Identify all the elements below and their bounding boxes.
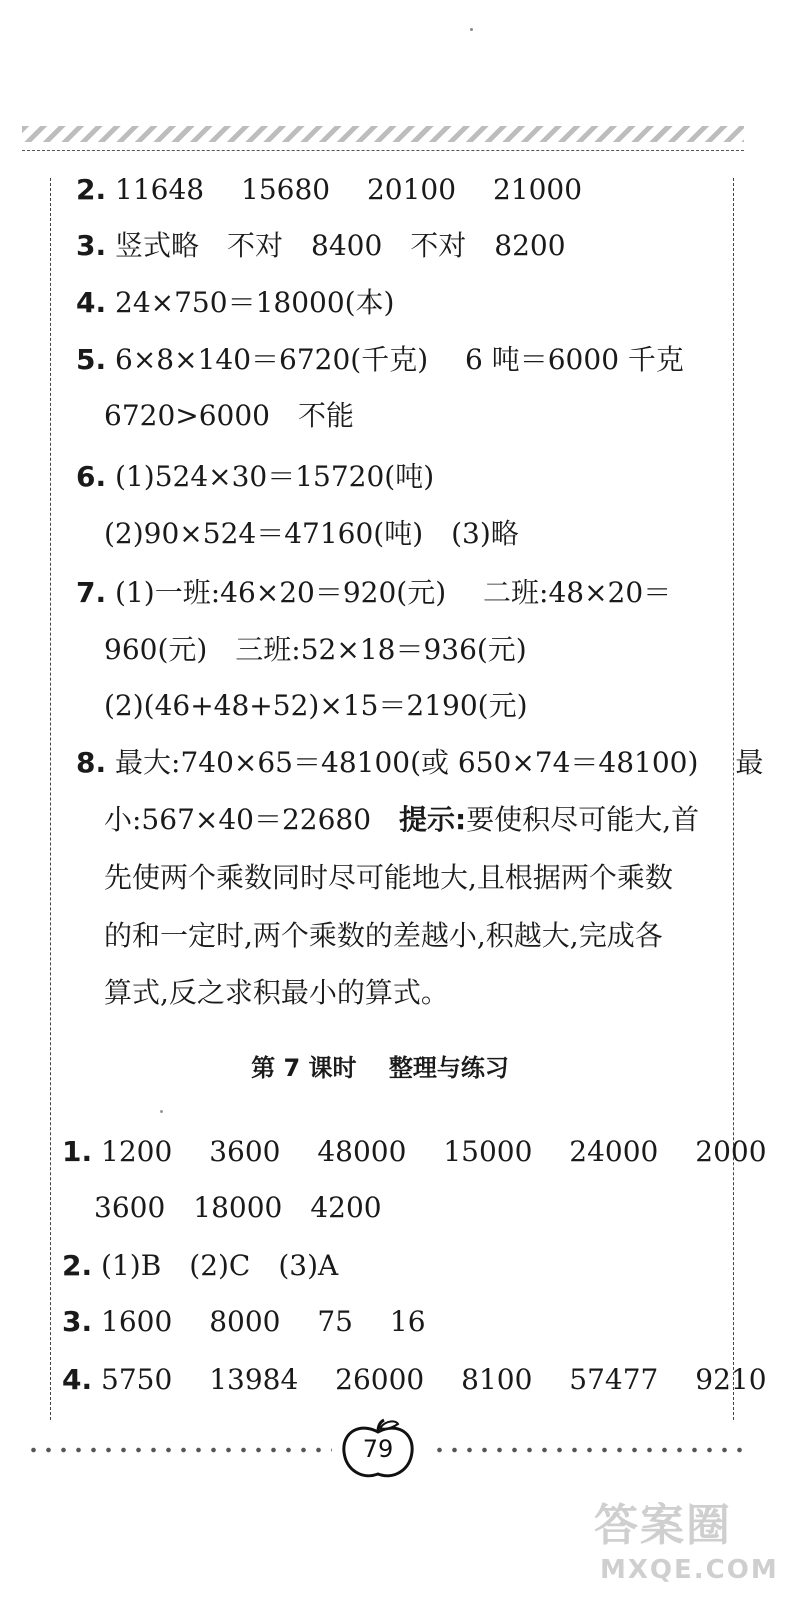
answer-text: 5750 13984 26000 8100 57477 9210 <box>101 1363 767 1396</box>
answer-text: 11648 15680 20100 21000 <box>115 173 583 206</box>
right-dashed-border <box>733 178 734 1420</box>
practice-answer-3 <box>62 1304 426 1340</box>
section-heading: 第 7 课时 整理与练习 <box>251 1054 509 1082</box>
hint-text: 算式,反之求积最小的算式。 <box>104 976 449 1009</box>
answer-text: 1600 8000 75 16 <box>101 1305 426 1338</box>
answer-text: 3600 18000 4200 <box>94 1191 382 1224</box>
item-number: 8. <box>76 746 107 779</box>
hint-text: 先使两个乘数同时尽可能地大,且根据两个乘数 <box>104 861 673 894</box>
answer-8 <box>76 745 763 781</box>
print-speck <box>160 1110 163 1113</box>
item-number: 4. <box>62 1363 93 1396</box>
answer-text: 1200 3600 48000 15000 24000 2000 <box>101 1135 767 1168</box>
answer-8-hint-line-3 <box>104 918 663 954</box>
answer-text: 小:567×40＝22680 <box>104 803 400 836</box>
answer-8-hint-line-2 <box>104 860 673 896</box>
answer-text: 竖式略 不对 8400 不对 8200 <box>115 229 566 262</box>
answer-6 <box>76 459 434 495</box>
watermark-domain: MXQE.COM <box>600 1555 779 1585</box>
answer-text: 6720>6000 不能 <box>104 399 354 432</box>
answer-3 <box>76 228 566 264</box>
answer-text: 6×8×140＝6720(千克) 6 吨＝6000 千克 <box>115 343 684 376</box>
hint-text: 要使积尽可能大,首 <box>466 803 700 836</box>
left-dashed-border <box>50 178 51 1420</box>
answer-text: (2)90×524＝47160(吨) (3)略 <box>104 517 519 550</box>
answer-text: 960(元) 三班:52×18＝936(元) <box>104 633 527 666</box>
hint-text: 的和一定时,两个乘数的差越小,积越大,完成各 <box>104 919 663 952</box>
item-number: 6. <box>76 460 107 493</box>
practice-answer-4 <box>62 1362 767 1398</box>
answer-5 <box>76 342 684 378</box>
answer-text: (1)一班:46×20＝920(元) 二班:48×20＝ <box>115 576 672 609</box>
answer-text: (1)B (2)C (3)A <box>101 1249 339 1282</box>
print-speck <box>470 28 473 31</box>
item-number: 2. <box>62 1249 93 1282</box>
item-number: 3. <box>62 1305 93 1338</box>
answer-8-continued <box>104 802 699 838</box>
answer-8-hint-line-4 <box>104 975 449 1011</box>
item-number: 3. <box>76 229 107 262</box>
watermark-title: 答案圈 <box>594 1500 732 1551</box>
answer-6-continued <box>104 516 519 552</box>
answer-text: (1)524×30＝15720(吨) <box>115 460 435 493</box>
item-number: 4. <box>76 286 107 319</box>
footer-dot-border-left <box>26 1440 332 1460</box>
answer-7-continued <box>104 632 527 668</box>
answer-text: 最大:740×65＝48100(或 650×74＝48100) 最 <box>115 746 764 779</box>
answer-4 <box>76 285 395 321</box>
page-number: 79 <box>362 1435 394 1463</box>
watermark-logo <box>594 1500 780 1592</box>
practice-answer-1-continued <box>94 1190 382 1226</box>
item-number: 7. <box>76 576 107 609</box>
header-hatch-band <box>22 126 744 142</box>
answer-7-part-2 <box>104 688 528 724</box>
item-number: 2. <box>76 173 107 206</box>
item-number: 5. <box>76 343 107 376</box>
hint-label: 提示: <box>399 803 467 836</box>
footer-dot-border-right <box>432 1440 744 1460</box>
answer-text: (2)(46+48+52)×15＝2190(元) <box>104 689 528 722</box>
item-number: 1. <box>62 1135 93 1168</box>
answer-text: 24×750＝18000(本) <box>115 286 395 319</box>
practice-answer-2 <box>62 1248 338 1284</box>
header-dashed-rule <box>22 150 744 151</box>
practice-answer-1 <box>62 1134 767 1170</box>
answer-7 <box>76 575 671 611</box>
answer-5-continued <box>104 398 354 434</box>
answer-2 <box>76 172 582 208</box>
